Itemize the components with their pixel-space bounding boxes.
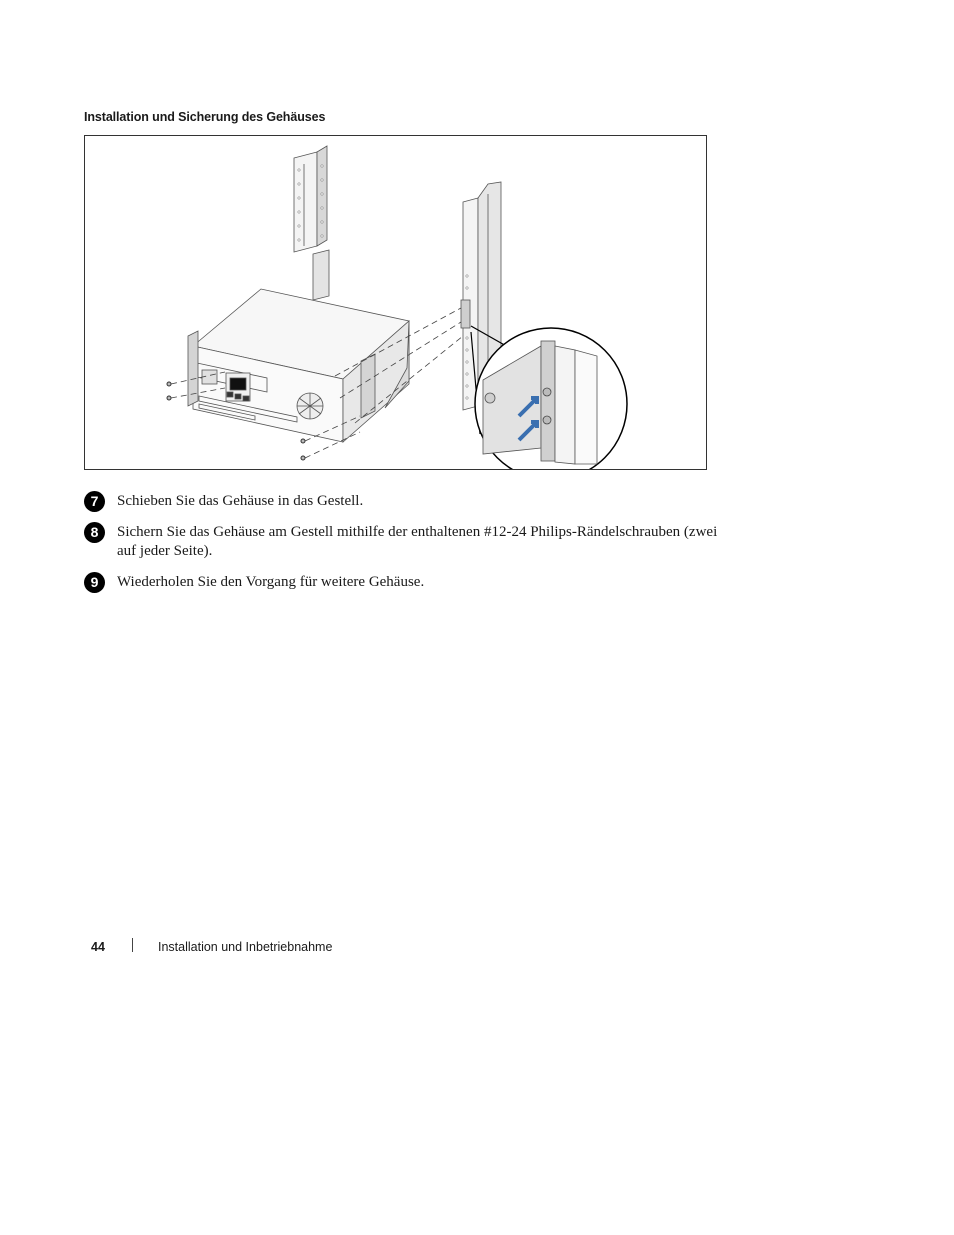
footer-divider: [132, 938, 133, 952]
step-number-badge: 9: [84, 572, 105, 593]
step-text: Schieben Sie das Gehäuse in das Gestell.: [117, 493, 364, 509]
rack-illustration: [85, 136, 706, 469]
rack-installation-figure: [84, 135, 707, 470]
figure-caption: Installation und Sicherung des Gehäuses: [84, 110, 326, 124]
step-number-badge: 8: [84, 522, 105, 543]
step-text: Sichern Sie das Gehäuse am Gestell mithilfe der enthaltenen #12-24 Philips-Rändelschrauben (zwei auf jeder Seite).: [117, 524, 718, 559]
step-number-badge: 7: [84, 491, 105, 512]
footer-section-title: Installation und Inbetriebnahme: [158, 940, 333, 954]
detail-magnifier: [475, 328, 627, 469]
step-text: Wiederholen Sie den Vorgang für weitere Gehäuse.: [117, 574, 425, 590]
page-number: 44: [91, 940, 105, 954]
